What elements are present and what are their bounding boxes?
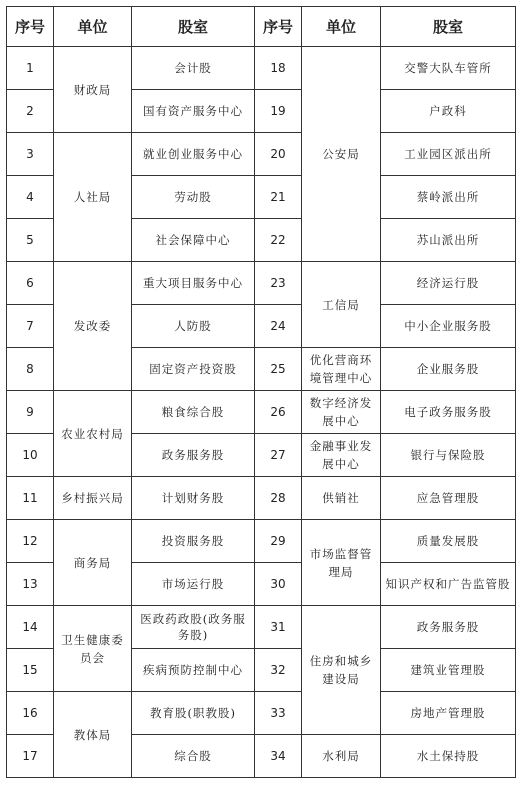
seq-cell: 24 [255,305,302,348]
section-cell: 综合股 [132,735,255,778]
section-cell: 人防股 [132,305,255,348]
table-row [7,391,516,434]
unit-cell: 发改委 [54,262,132,391]
unit-cell: 乡村振兴局 [54,477,132,520]
section-cell: 知识产权和广告监管股 [381,563,516,606]
unit-cell: 人社局 [54,133,132,262]
seq-cell: 4 [7,176,54,219]
seq-cell: 34 [255,735,302,778]
table-row [7,47,516,90]
seq-cell: 2 [7,90,54,133]
department-table [6,6,516,778]
seq-cell: 31 [255,606,302,649]
section-cell: 计划财务股 [132,477,255,520]
section-cell: 水土保持股 [381,735,516,778]
section-cell: 中小企业服务股 [381,305,516,348]
seq-cell: 29 [255,520,302,563]
seq-cell: 32 [255,649,302,692]
section-cell: 教育股(职教股) [132,692,255,735]
seq-cell: 21 [255,176,302,219]
section-cell: 就业创业服务中心 [132,133,255,176]
section-cell: 劳动股 [132,176,255,219]
seq-cell: 12 [7,520,54,563]
unit-cell: 财政局 [54,47,132,133]
section-cell: 固定资产投资股 [132,348,255,391]
unit-cell: 优化营商环境管理中心 [302,348,381,391]
section-cell: 银行与保险股 [381,434,516,477]
table-row [7,262,516,305]
table-row [7,133,516,176]
table-row [7,692,516,735]
header-unit: 单位 [54,7,132,47]
seq-cell: 33 [255,692,302,735]
unit-cell: 市场监督管理局 [302,520,381,606]
seq-cell: 18 [255,47,302,90]
seq-cell: 28 [255,477,302,520]
section-cell: 重大项目服务中心 [132,262,255,305]
unit-cell: 金融事业发展中心 [302,434,381,477]
seq-cell: 13 [7,563,54,606]
header-seq: 序号 [255,7,302,47]
unit-cell: 教体局 [54,692,132,778]
seq-cell: 10 [7,434,54,477]
seq-cell: 26 [255,391,302,434]
section-cell: 投资服务股 [132,520,255,563]
section-cell: 政务服务股 [381,606,516,649]
table-row [7,477,516,520]
table-row [7,606,516,649]
section-cell: 市场运行股 [132,563,255,606]
seq-cell: 19 [255,90,302,133]
seq-cell: 14 [7,606,54,649]
section-cell: 建筑业管理股 [381,649,516,692]
section-cell: 工业园区派出所 [381,133,516,176]
section-cell: 蔡岭派出所 [381,176,516,219]
seq-cell: 9 [7,391,54,434]
seq-cell: 15 [7,649,54,692]
unit-cell: 卫生健康委员会 [54,606,132,692]
seq-cell: 6 [7,262,54,305]
section-cell: 苏山派出所 [381,219,516,262]
seq-cell: 20 [255,133,302,176]
unit-cell: 公安局 [302,47,381,262]
unit-cell: 工信局 [302,262,381,348]
unit-cell: 数字经济发展中心 [302,391,381,434]
seq-cell: 30 [255,563,302,606]
section-cell: 国有资产服务中心 [132,90,255,133]
seq-cell: 1 [7,47,54,90]
unit-cell: 水利局 [302,735,381,778]
seq-cell: 16 [7,692,54,735]
unit-cell: 农业农村局 [54,391,132,477]
section-cell: 应急管理股 [381,477,516,520]
section-cell: 房地产管理股 [381,692,516,735]
section-cell: 交警大队车管所 [381,47,516,90]
header-seq: 序号 [7,7,54,47]
section-cell: 会计股 [132,47,255,90]
section-cell: 医政药政股(政务服务股) [132,606,255,649]
section-cell: 电子政务服务股 [381,391,516,434]
seq-cell: 25 [255,348,302,391]
unit-cell: 供销社 [302,477,381,520]
seq-cell: 5 [7,219,54,262]
section-cell: 社会保障中心 [132,219,255,262]
seq-cell: 23 [255,262,302,305]
section-cell: 粮食综合股 [132,391,255,434]
seq-cell: 3 [7,133,54,176]
seq-cell: 22 [255,219,302,262]
unit-cell: 住房和城乡建设局 [302,606,381,735]
seq-cell: 8 [7,348,54,391]
table-row [7,520,516,563]
seq-cell: 7 [7,305,54,348]
section-cell: 户政科 [381,90,516,133]
unit-cell: 商务局 [54,520,132,606]
section-cell: 疾病预防控制中心 [132,649,255,692]
header-unit: 单位 [302,7,381,47]
seq-cell: 27 [255,434,302,477]
seq-cell: 11 [7,477,54,520]
header-row [7,7,516,47]
header-section: 股室 [132,7,255,47]
section-cell: 政务服务股 [132,434,255,477]
section-cell: 经济运行股 [381,262,516,305]
header-section: 股室 [381,7,516,47]
section-cell: 质量发展股 [381,520,516,563]
section-cell: 企业服务股 [381,348,516,391]
seq-cell: 17 [7,735,54,778]
